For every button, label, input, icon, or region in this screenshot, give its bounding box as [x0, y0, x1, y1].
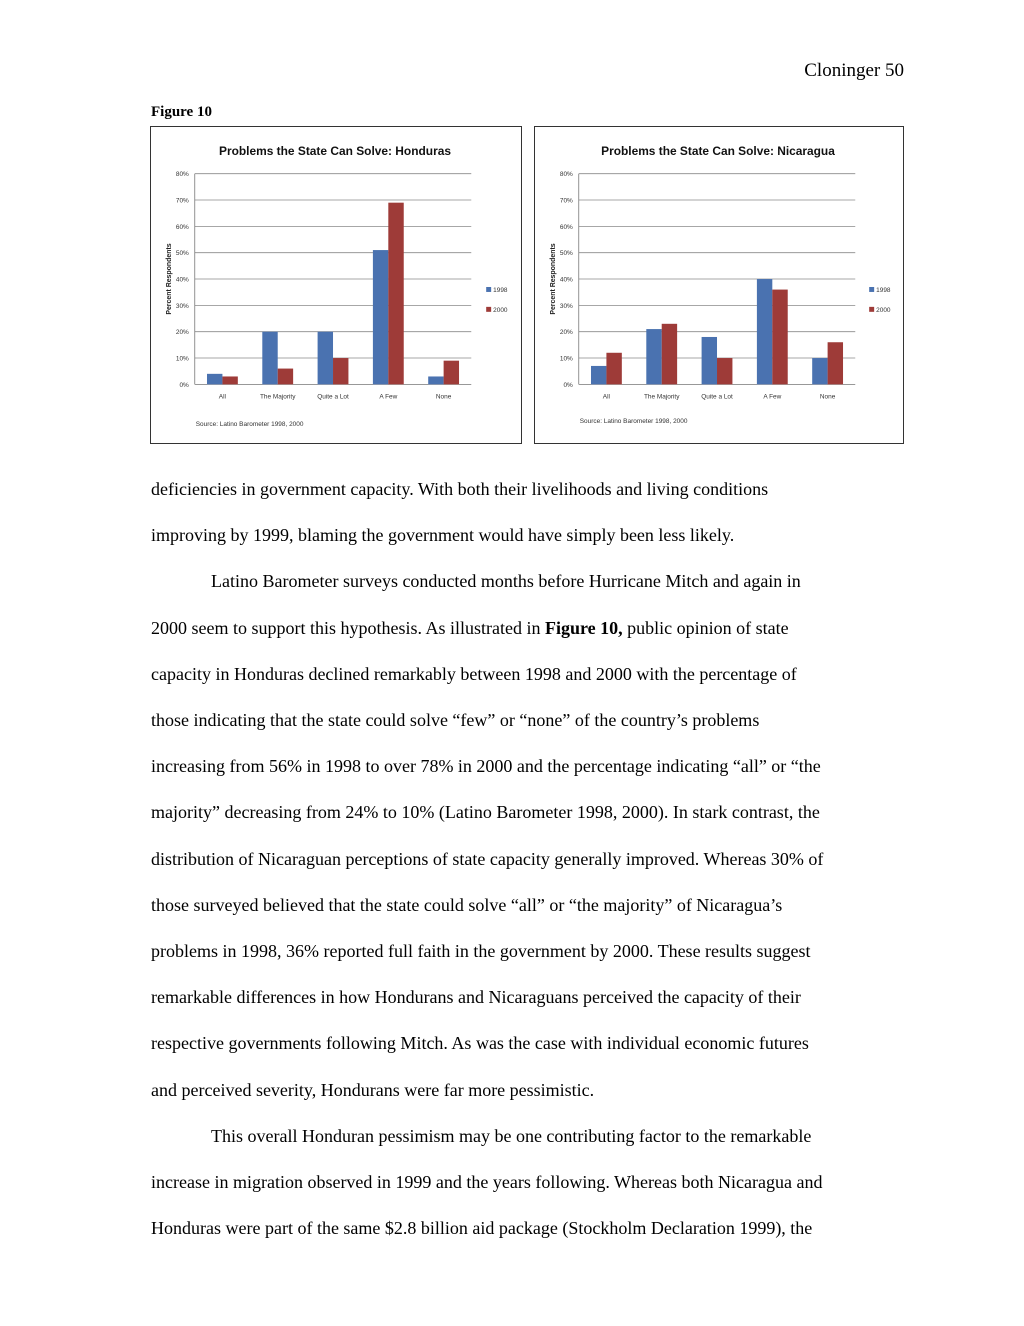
x-tick-label: All	[218, 393, 227, 401]
bar-1998	[757, 279, 772, 384]
body-text	[151, 466, 911, 1251]
text-line: distribution of Nicaraguan perceptions of state capacity generally improved. Whereas 30% of	[151, 848, 824, 869]
legend-label: 2000	[876, 306, 891, 314]
text-line: respective governments following Mitch. As was the case with individual economic futures	[151, 1033, 809, 1054]
y-tick-label: 20%	[175, 329, 189, 337]
y-tick-label: 10%	[175, 355, 189, 363]
y-tick-label: 0%	[563, 381, 573, 389]
y-tick-label: 30%	[175, 302, 189, 310]
text-line: majority” decreasing from 24% to 10% (Latino Barometer 1998, 2000). In stark contrast, the	[151, 802, 820, 823]
chart-source: Source: Latino Barometer 1998, 2000	[579, 418, 688, 426]
x-tick-label: All	[602, 393, 610, 401]
text-line: improving by 1999, blaming the government would have simply been less likely.	[151, 525, 735, 546]
bar-2000	[444, 361, 459, 385]
text-span: 2000 seem to support this hypothesis. As illustrated in	[151, 617, 545, 638]
y-tick-label: 80%	[559, 171, 573, 179]
bar-1998	[373, 250, 388, 384]
legend-label: 1998	[876, 286, 891, 294]
bar-2000	[662, 324, 677, 385]
legend-swatch	[486, 287, 491, 292]
legend-label: 2000	[493, 306, 508, 314]
text-line: Honduras were part of the same $2.8 billion aid package (Stockholm Declaration 1999), the	[151, 1218, 813, 1239]
chart-nicaragua	[534, 126, 904, 444]
text-line: increase in migration observed in 1999 and the years following. Whereas both Nicaragua and	[151, 1172, 823, 1193]
bar-1998	[262, 332, 277, 385]
x-tick-label: A Few	[379, 393, 398, 401]
y-tick-label: 40%	[175, 276, 189, 284]
bar-2000	[772, 290, 787, 385]
text-line: remarkable differences in how Hondurans and Nicaraguans perceived the capacity of their	[151, 987, 801, 1008]
bar-2000	[717, 358, 732, 384]
y-tick-label: 50%	[559, 250, 573, 258]
bar-2000	[388, 203, 403, 385]
y-tick-label: 70%	[559, 197, 573, 205]
bar-1998	[428, 376, 443, 384]
legend-label: 1998	[493, 286, 508, 294]
x-tick-label: None	[819, 393, 836, 401]
x-tick-label: The Majority	[259, 393, 296, 401]
page-header: Cloninger 50	[804, 60, 904, 81]
figure-label: Figure 10	[151, 104, 212, 120]
chart-nicaragua-svg	[535, 127, 903, 443]
bar-2000	[828, 342, 843, 384]
bar-2000	[278, 369, 293, 385]
y-tick-label: 50%	[175, 250, 189, 258]
chart-honduras-svg	[151, 127, 521, 443]
text-line: deficiencies in government capacity. With both their livelihoods and living conditions	[151, 479, 769, 499]
text-line: problems in 1998, 36% reported full faith in the government by 2000. These results suggest	[151, 941, 811, 962]
x-tick-label: None	[435, 393, 452, 401]
y-tick-label: 60%	[559, 223, 573, 231]
y-tick-label: 0%	[179, 381, 189, 389]
y-tick-label: 60%	[175, 223, 189, 231]
x-tick-label: The Majority	[643, 393, 680, 401]
bar-2000	[222, 376, 237, 384]
y-tick-label: 40%	[559, 276, 573, 284]
figure-reference: Figure 10,	[545, 617, 623, 638]
chart-source: Source: Latino Barometer 1998, 2000	[195, 421, 304, 429]
legend-swatch	[869, 287, 874, 292]
bar-1998	[591, 366, 606, 384]
x-tick-label: A Few	[763, 393, 782, 401]
text-line: increasing from 56% in 1998 to over 78% in 2000 and the percentage indicating “all” or “the	[151, 756, 821, 777]
text-line: those indicating that the state could solve “few” or “none” of the country’s problems	[151, 710, 760, 731]
y-tick-label: 20%	[559, 329, 573, 337]
text-line	[151, 605, 911, 651]
text-line: those surveyed believed that the state could solve “all” or “the majority” of Nicaragua’s	[151, 894, 783, 915]
legend-swatch	[486, 307, 491, 312]
text-span: public opinion of state	[622, 617, 789, 638]
chart-honduras	[150, 126, 522, 444]
bar-1998	[318, 332, 333, 385]
y-tick-label: 10%	[559, 355, 573, 363]
bar-1998	[702, 337, 717, 384]
y-axis-label: Percent Respondents	[165, 243, 173, 315]
bar-2000	[333, 358, 348, 384]
text-line: Latino Barometer surveys conducted months before Hurricane Mitch and again in	[211, 571, 801, 592]
bar-2000	[606, 353, 621, 385]
text-line: capacity in Honduras declined remarkably between 1998 and 2000 with the percentage of	[151, 663, 797, 684]
text-line: This overall Honduran pessimism may be one contributing factor to the remarkable	[211, 1125, 812, 1146]
legend-swatch	[869, 307, 874, 312]
chart-title: Problems the State Can Solve: Nicaragua	[601, 143, 835, 158]
y-tick-label: 80%	[175, 171, 189, 179]
bar-1998	[812, 358, 827, 384]
x-tick-label: Quite a Lot	[701, 393, 733, 401]
chart-title: Problems the State Can Solve: Honduras	[219, 143, 451, 158]
text-line: and perceived severity, Hondurans were far more pessimistic.	[151, 1079, 595, 1100]
x-tick-label: Quite a Lot	[317, 393, 349, 401]
bar-1998	[207, 374, 222, 385]
y-tick-label: 30%	[559, 302, 573, 310]
y-axis-label: Percent Respondents	[549, 243, 557, 315]
y-tick-label: 70%	[175, 197, 189, 205]
bar-1998	[646, 329, 661, 384]
